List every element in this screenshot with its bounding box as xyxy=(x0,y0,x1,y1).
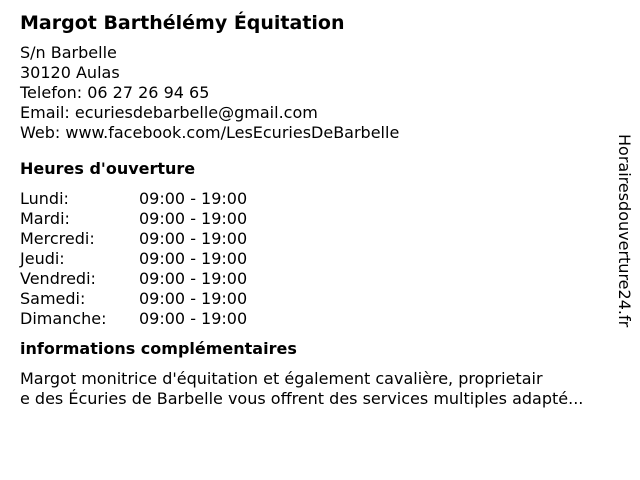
time-range: 09:00 - 19:00 xyxy=(139,209,248,228)
day-label: Mercredi: xyxy=(20,229,95,248)
day-label: Dimanche: xyxy=(20,309,107,328)
time-range: 09:00 - 19:00 xyxy=(139,269,248,288)
phone-line: Telefon: 06 27 26 94 65 xyxy=(20,83,210,102)
business-name: Margot Barthélémy Équitation xyxy=(20,12,345,34)
hours-row xyxy=(20,309,620,329)
time-range: 09:00 - 19:00 xyxy=(139,309,248,328)
hours-row xyxy=(20,229,620,249)
hours-row xyxy=(20,209,620,229)
hours-table xyxy=(20,189,620,329)
time-range: 09:00 - 19:00 xyxy=(139,289,248,308)
contact-block xyxy=(20,43,620,143)
business-card xyxy=(20,11,620,409)
time-range: 09:00 - 19:00 xyxy=(139,229,248,248)
hours-heading: Heures d'ouverture xyxy=(20,159,196,178)
watermark-site-name: Horairesdouverture24.fr xyxy=(615,134,634,328)
address-line-1: S/n Barbelle xyxy=(20,43,117,62)
info-line-2: e des Écuries de Barbelle vous offrent des services multiples adapté... xyxy=(20,389,584,408)
hours-row xyxy=(20,189,620,209)
info-line-1: Margot monitrice d'équitation et également cavalière, proprietair xyxy=(20,369,543,388)
day-label: Vendredi: xyxy=(20,269,96,288)
info-heading: informations complémentaires xyxy=(20,339,297,358)
day-label: Samedi: xyxy=(20,289,86,308)
time-range: 09:00 - 19:00 xyxy=(139,249,248,268)
address-line-2: 30120 Aulas xyxy=(20,63,120,82)
hours-row xyxy=(20,289,620,309)
hours-row xyxy=(20,249,620,269)
web-line: Web: www.facebook.com/LesEcuriesDeBarbelle xyxy=(20,123,400,142)
hours-row xyxy=(20,269,620,289)
day-label: Jeudi: xyxy=(20,249,65,268)
time-range: 09:00 - 19:00 xyxy=(139,189,248,208)
email-line: Email: ecuriesdebarbelle@gmail.com xyxy=(20,103,318,122)
info-description xyxy=(20,369,630,409)
day-label: Mardi: xyxy=(20,209,70,228)
day-label: Lundi: xyxy=(20,189,69,208)
